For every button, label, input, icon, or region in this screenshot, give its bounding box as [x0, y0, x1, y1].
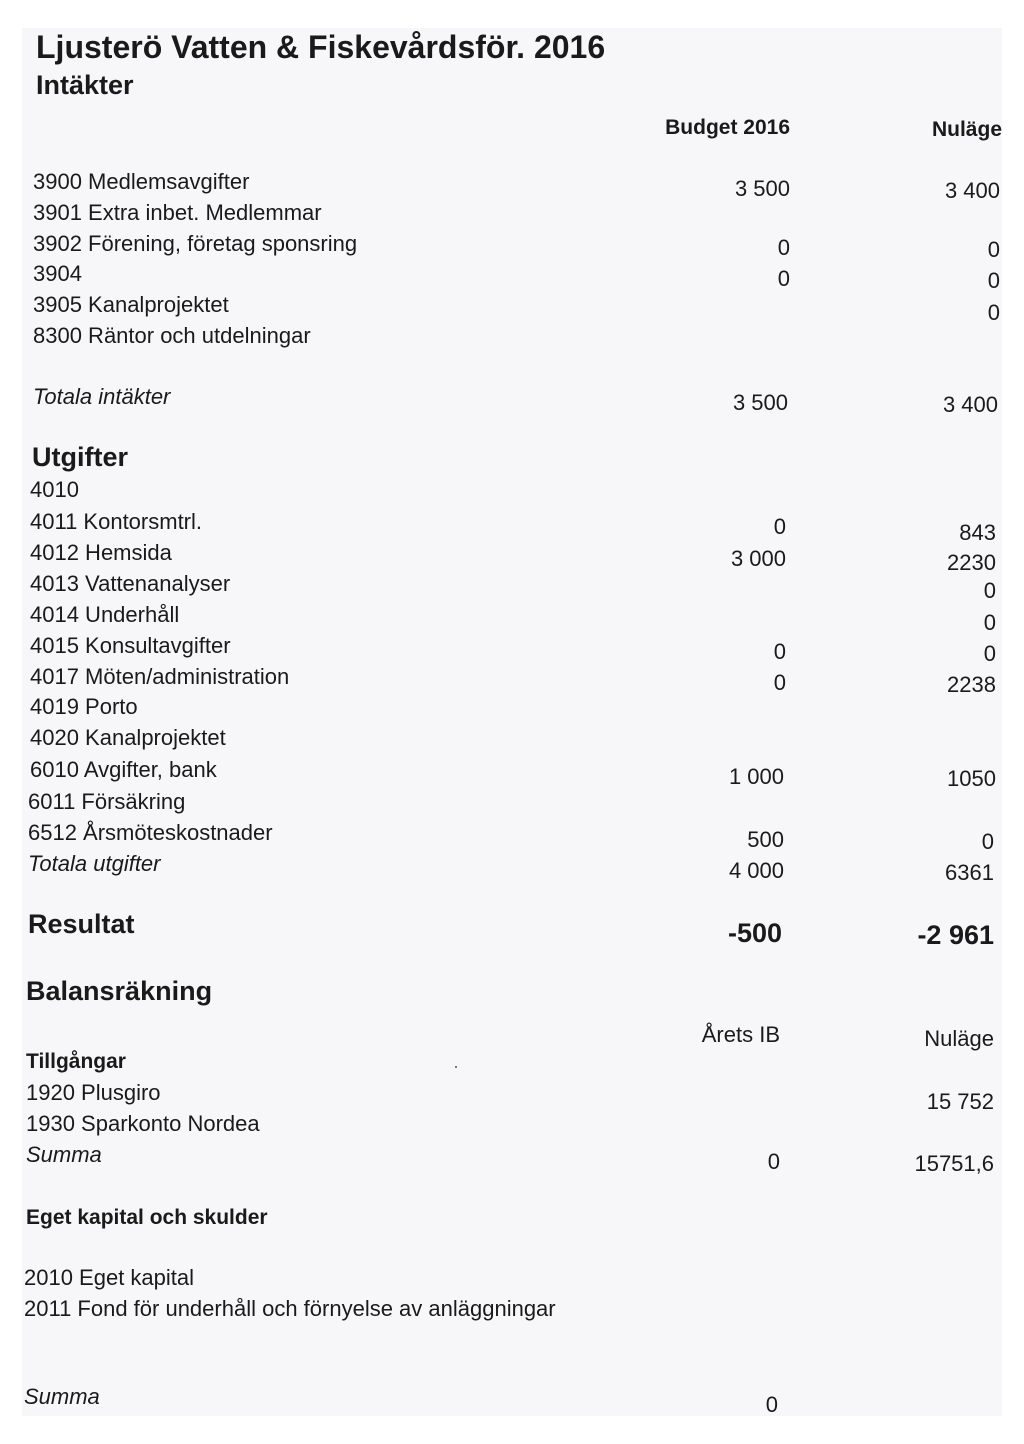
income-row-budget: 0	[777, 266, 790, 291]
income-row-label: 3901 Extra inbet. Medlemmar	[33, 200, 322, 225]
current-column-header: Nuläge	[931, 118, 1002, 141]
result-current: -2 961	[917, 920, 994, 950]
expense-row-current: 1050	[947, 766, 996, 791]
expenses-total-budget: 4 000	[728, 858, 784, 883]
assets-sum-label: Summa	[26, 1142, 102, 1167]
income-row-current: 0	[987, 300, 1000, 325]
assets-sum-ib: 0	[767, 1149, 780, 1174]
expense-row-budget: 0	[773, 639, 786, 664]
expense-row-budget: 0	[773, 670, 786, 695]
document-title: Ljusterö Vatten & Fiskevårdsför. 2016	[36, 29, 606, 65]
income-row-current: 0	[987, 237, 1000, 262]
assets-sum-current: 15751,6	[914, 1151, 994, 1176]
balance-current-column-header: Nuläge	[924, 1026, 994, 1051]
equity-row-label: 2011 Fond för underhåll och förnyelse av anläggningar	[24, 1296, 556, 1321]
income-heading: Intäkter	[36, 70, 134, 100]
expense-row-budget: 1 000	[728, 764, 784, 789]
expense-row-label: 4014 Underhåll	[30, 602, 180, 627]
income-total-label: Totala intäkter	[33, 384, 171, 409]
income-row-budget: 0	[777, 235, 790, 260]
asset-row-label: 1930 Sparkonto Nordea	[26, 1111, 260, 1136]
income-row-label: 8300 Räntor och utdelningar	[33, 323, 311, 348]
income-row-label: 3902 Förening, företag sponsring	[33, 231, 358, 256]
income-row-label: 3905 Kanalprojektet	[33, 292, 229, 317]
expense-row-current: 2238	[947, 672, 996, 697]
expense-row-label: 4017 Möten/administration	[30, 664, 290, 689]
expense-row-current: 0	[983, 578, 996, 603]
expenses-total-current: 6361	[945, 860, 994, 885]
income-total-budget: 3 500	[732, 390, 788, 415]
result-label: Resultat	[28, 909, 135, 939]
expense-row-current: 0	[983, 610, 996, 635]
expense-row-label: 6010 Avgifter, bank	[30, 757, 217, 782]
expense-row-label: 4013 Vattenanalyser	[30, 571, 231, 596]
expense-row-label: 4012 Hemsida	[30, 540, 172, 565]
budget-column-header: Budget 2016	[665, 116, 790, 139]
income-row-current: 3 400	[944, 178, 1000, 203]
equity-row-label: 2010 Eget kapital	[24, 1265, 195, 1290]
asset-row-current: 15 752	[926, 1089, 994, 1114]
expense-row-label: 4011 Kontorsmtrl.	[30, 509, 203, 534]
expense-row-budget: 0	[773, 514, 786, 539]
expense-row-current: 2230	[947, 550, 996, 575]
income-row-current: 0	[987, 268, 1000, 293]
expense-row-budget: 500	[747, 827, 784, 852]
income-row-label: 3904	[33, 261, 82, 286]
expenses-heading: Utgifter	[32, 442, 128, 472]
speck	[455, 1066, 457, 1068]
income-total-current: 3 400	[942, 392, 998, 417]
balance-heading: Balansräkning	[26, 976, 213, 1006]
expense-row-current: 843	[959, 520, 996, 545]
expense-row-label: 4015 Konsultavgifter	[30, 633, 231, 658]
result-budget: -500	[727, 918, 782, 948]
income-row-label: 3900 Medlemsavgifter	[33, 169, 250, 194]
expenses-total-label: Totala utgifter	[28, 851, 161, 876]
equity-sum-ib: 0	[765, 1392, 778, 1417]
expense-row-label: 4010	[30, 477, 79, 502]
expense-row-label: 6011 Försäkring	[28, 789, 186, 814]
expense-row-label: 4020 Kanalprojektet	[30, 725, 226, 750]
equity-heading: Eget kapital och skulder	[26, 1206, 268, 1229]
expense-row-label: 4019 Porto	[30, 694, 138, 719]
assets-heading: Tillgångar	[26, 1050, 126, 1073]
expense-row-current: 0	[981, 829, 994, 854]
expense-row-label: 6512 Årsmöteskostnader	[28, 820, 273, 845]
expense-row-budget: 3 000	[730, 546, 786, 571]
ib-column-header: Årets IB	[701, 1022, 780, 1047]
expense-row-current: 0	[983, 641, 996, 666]
asset-row-label: 1920 Plusgiro	[26, 1080, 161, 1105]
equity-sum-label: Summa	[24, 1384, 100, 1409]
income-row-budget: 3 500	[734, 176, 790, 201]
